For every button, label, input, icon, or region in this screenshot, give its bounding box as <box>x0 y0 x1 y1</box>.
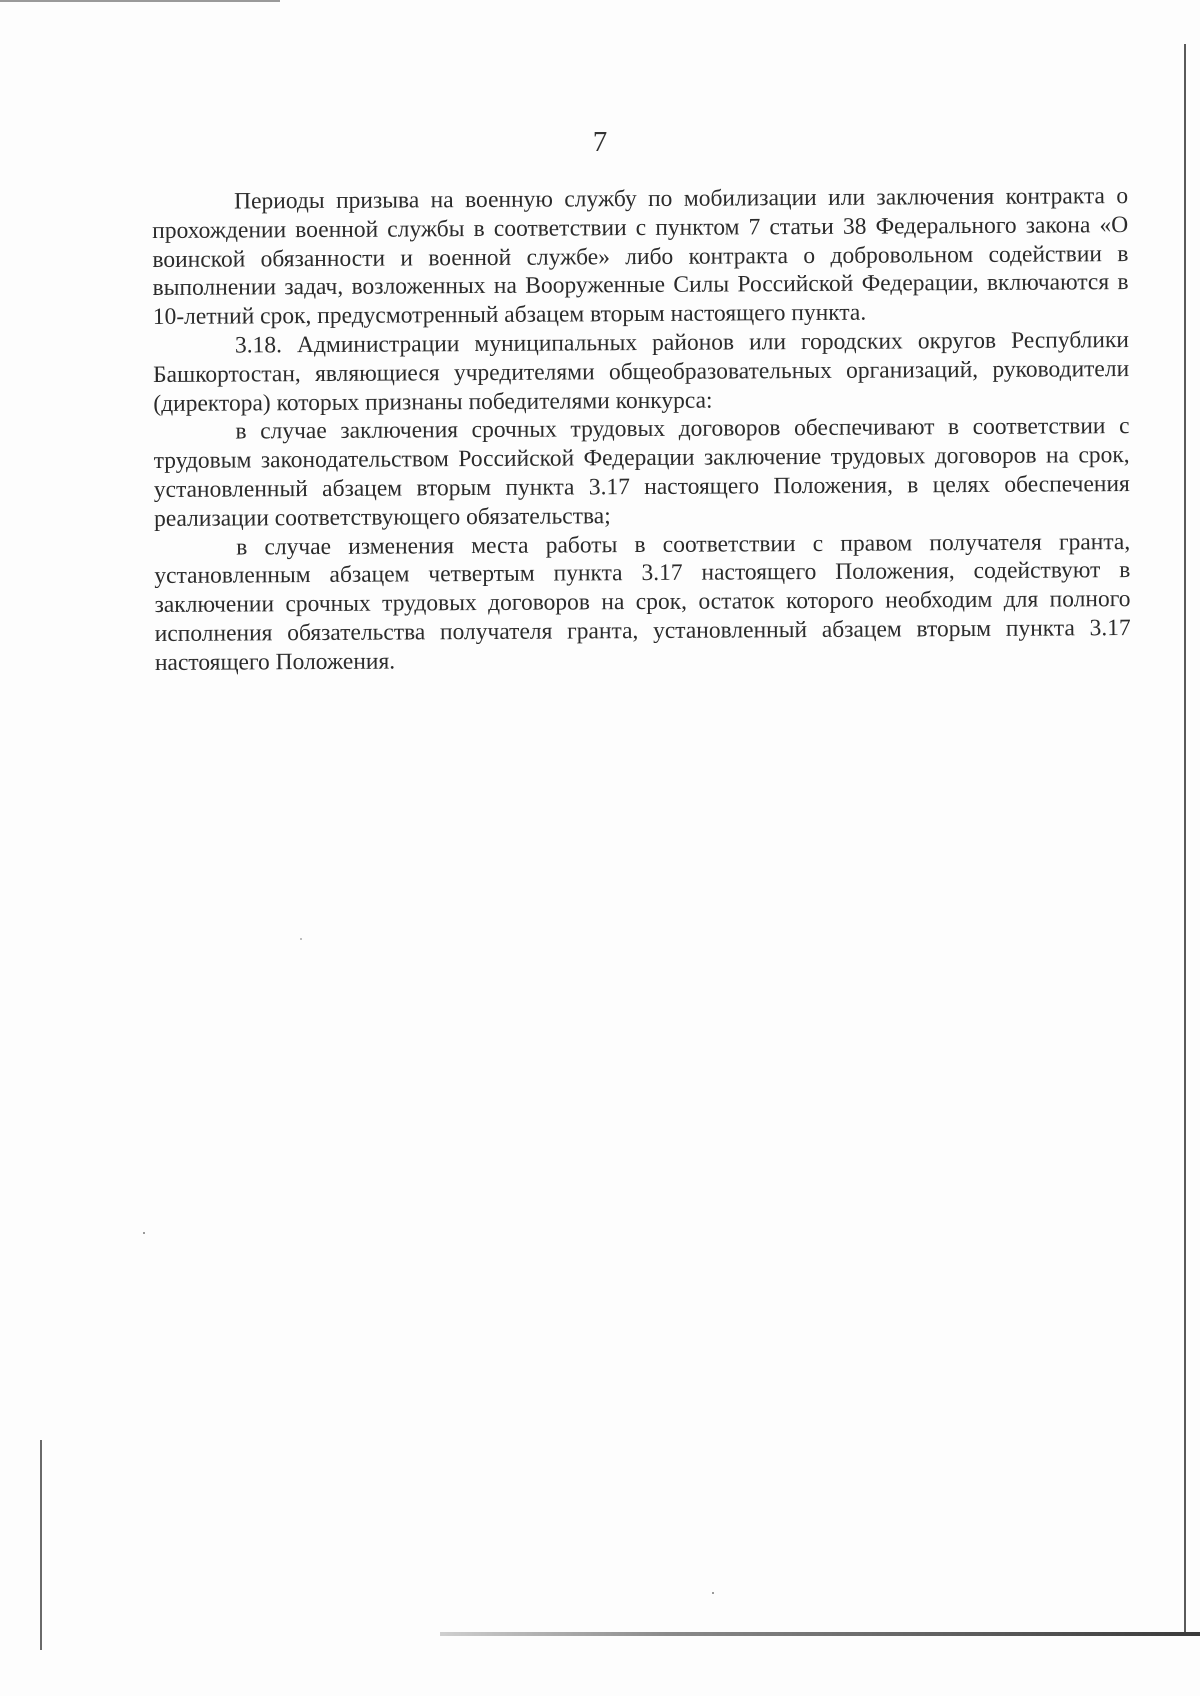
document-body <box>152 182 1131 677</box>
page-number: 7 <box>592 126 608 158</box>
scan-edge-left <box>40 1440 42 1650</box>
scan-speck <box>143 1232 145 1234</box>
scan-edge-bottom <box>440 1632 1200 1636</box>
paragraph-workplace-change: в случае изменения места работы в соответствии с правом получателя гранта, установленным абзацем четвертым пункта 3.17 настоящего Положения, содействуют в заключении срочных трудовых договоров на срок, остаток которого необходим для полного исполнения обязательства получателя гранта, установленный абзацем вторым пункта 3.17 настоящего Положения. <box>154 528 1131 676</box>
scan-edge-top <box>0 0 280 2</box>
scan-edge-right <box>1184 44 1186 1634</box>
paragraph-3-18: 3.18. Администрации муниципальных районов или городских округов Республики Башкортостан, являющиеся учредителями общеобразовательных организаций, руководители (директора) которых признаны победителями конкурса: <box>153 327 1130 417</box>
paragraph-mobilization-periods: Периоды призыва на военную службу по мобилизации или заключения контракта о прохождении военной службы в соответствии с пунктом 7 статьи 38 Федерального закона «О воинской обязанности и военной службе» либо контракта о добровольном содействии в выполнении задач, возложенных на Вооруженные Силы Российской Федерации, включаются в 10-летний срок, предусмотренный абзацем вторым настоящего пункта. <box>152 183 1129 331</box>
scan-speck <box>300 938 302 940</box>
scan-speck <box>712 1592 714 1594</box>
paragraph-fixed-term-contracts: в случае заключения срочных трудовых договоров обеспечивают в соответствии с трудовым законодательством Российской Федерации заключение трудовых договоров на срок, установленный абзацем вторым пункта 3.17 настоящего Положения, в целях обеспечения реализации соответствующего обязательства; <box>153 413 1130 532</box>
